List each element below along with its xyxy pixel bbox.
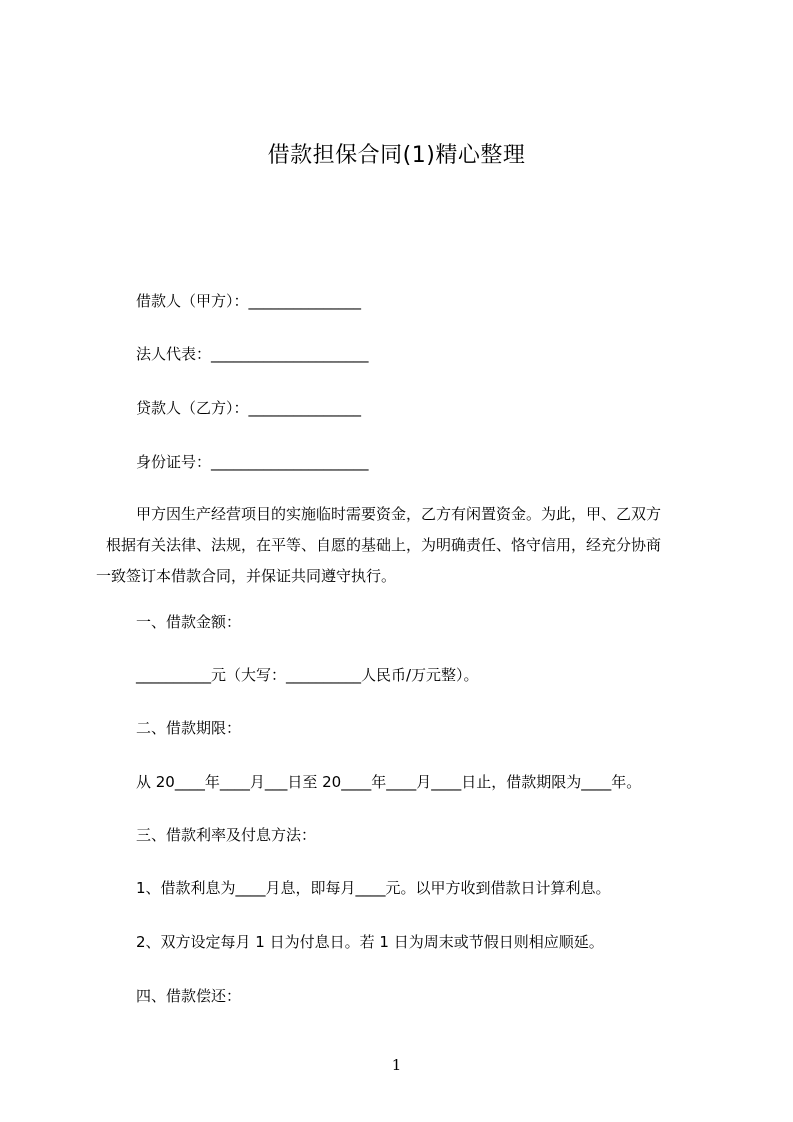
lender-field: 贷款人（乙方）：_______________ (136, 399, 362, 417)
borrower-field: 借款人（甲方）：_______________ (136, 292, 362, 310)
term-text: 从 20____年____月___日至 20____年____月____日止，借款期限为____年。 (136, 773, 642, 791)
intro-line-1: 甲方因生产经营项目的实施临时需要资金，乙方有闲置资金。为此，甲、乙双方 (136, 505, 662, 523)
intro-line-2: 根据有关法律、法规，在平等、自愿的基础上，为明确责任、恪守信用，经充分协商 (106, 536, 662, 554)
page-title: 借款担保合同(1)精心整理 (267, 143, 526, 168)
section-interest-heading: 三、借款利率及付息方法： (136, 826, 317, 844)
section-repayment-heading: 四、借款偿还： (136, 987, 242, 1005)
section-amount-heading: 一、借款金额： (136, 613, 242, 631)
id-number-field: 身份证号：_____________________ (136, 453, 369, 471)
intro-paragraph (94, 499, 714, 592)
amount-text: __________元（大写：__________人民币/万元整）。 (136, 666, 479, 684)
interest-item-1: 1、借款利息为____月息，即每月____元。以甲方收到借款日计算利息。 (136, 879, 611, 897)
interest-item-2: 2、双方设定每月 1 日为付息日。若 1 日为周末或节假日则相应顺延。 (136, 933, 604, 951)
intro-line-3: 一致签订本借款合同，并保证共同遵守执行。 (96, 567, 397, 585)
page-number: 1 (391, 1056, 402, 1074)
legal-rep-field: 法人代表：_____________________ (136, 345, 369, 363)
section-term-heading: 二、借款期限： (136, 719, 242, 737)
